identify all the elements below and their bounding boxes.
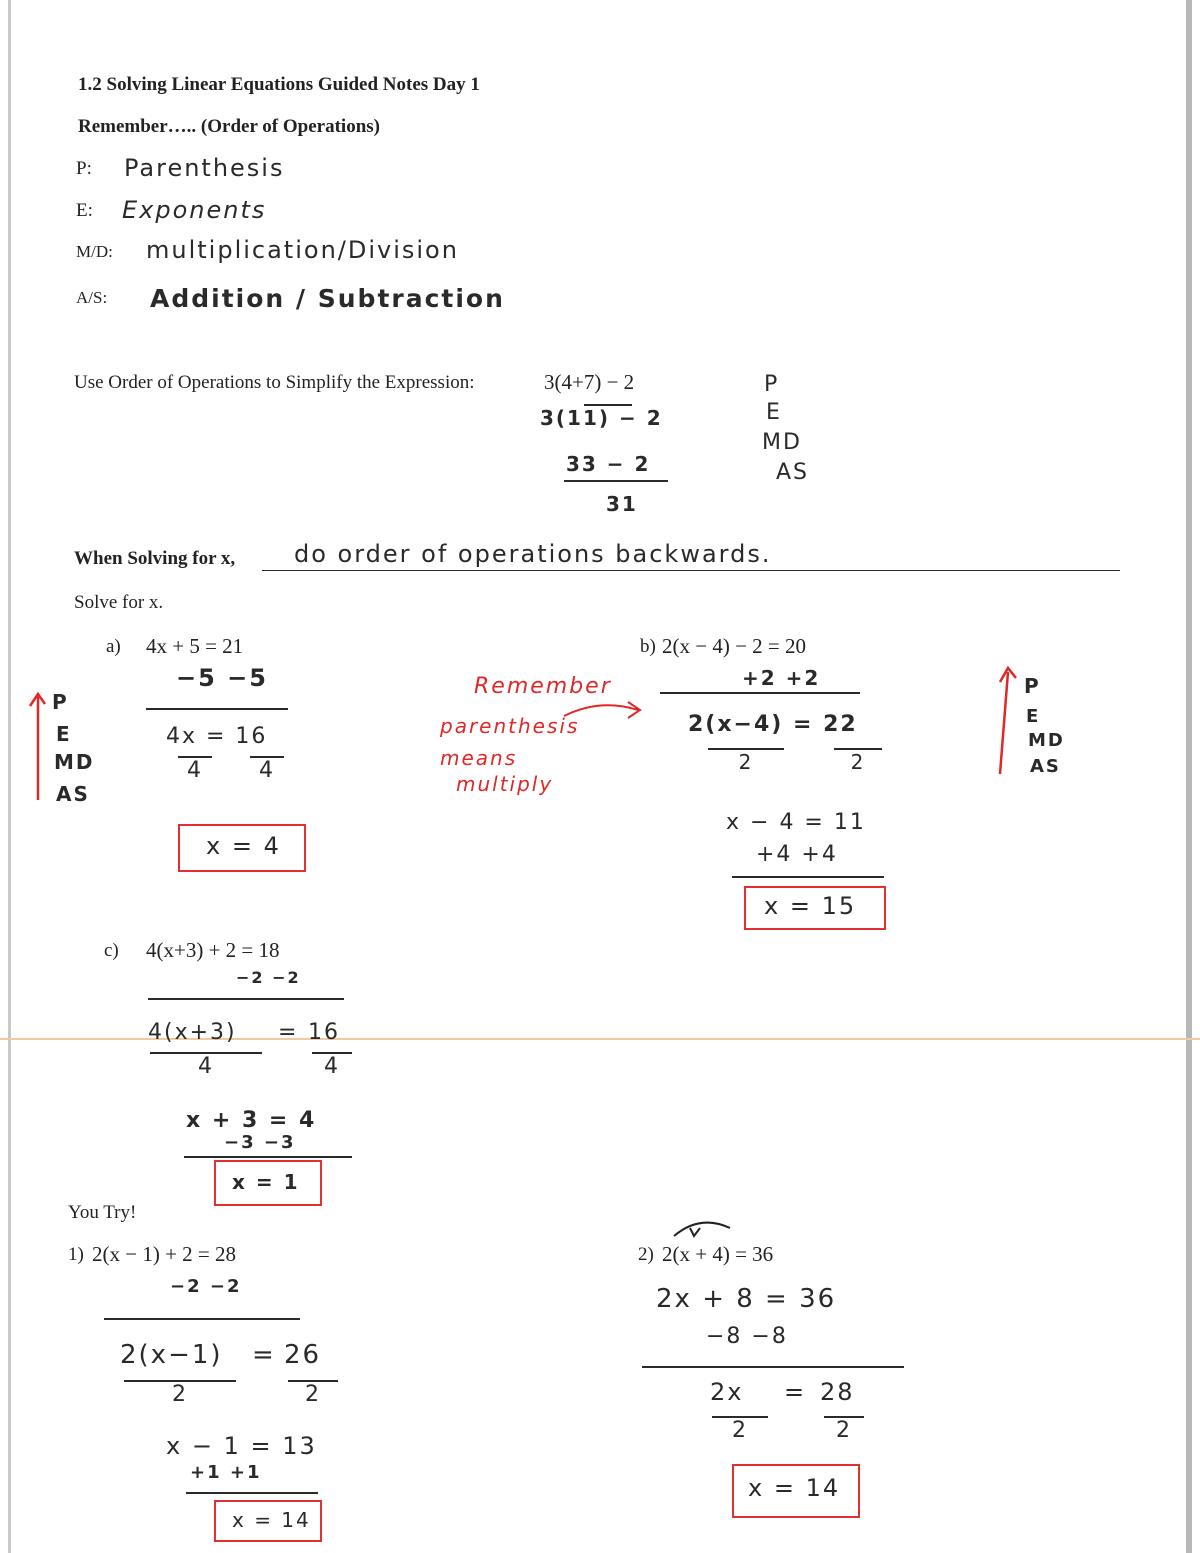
simplify-side-p: P: [764, 372, 780, 397]
problem-1-rule-2: [186, 1492, 318, 1494]
simplify-step2: 33 − 2: [566, 452, 651, 476]
problem-b-step3: x − 4 = 11: [726, 810, 866, 835]
problem-2-label: 2): [638, 1244, 654, 1265]
page-left-edge: [8, 0, 11, 1553]
note-line2: parenthesis: [440, 714, 580, 738]
problem-a-rule: [146, 708, 288, 710]
problem-2-step3-left: 2x: [710, 1378, 744, 1406]
when-solving-label: When Solving for x,: [74, 548, 236, 569]
problem-c-label: c): [104, 940, 119, 961]
distribute-arc-icon: [670, 1218, 734, 1240]
problem-2-step2: −8 −8: [706, 1324, 788, 1349]
simplify-prompt: Use Order of Operations to Simplify the Expression:: [74, 372, 475, 393]
problem-2-step3-right: 28: [820, 1378, 855, 1406]
problem-1-step2-left: 2(x−1): [120, 1340, 223, 1370]
problem-a-step1: −5 −5: [176, 664, 268, 692]
note-line3: means: [440, 746, 518, 770]
problem-b-label: b): [640, 636, 656, 657]
problem-a-answer: x = 4: [206, 832, 281, 860]
margin-b-md: MD: [1028, 730, 1065, 751]
note-arrow-icon: [560, 696, 644, 722]
problem-a-div-right: 4: [250, 756, 284, 783]
simplify-underline-2: [564, 480, 668, 482]
margin-a-md: MD: [54, 750, 95, 774]
problem-c-rule: [148, 998, 344, 1000]
problem-c-div-right: 4: [312, 1052, 352, 1079]
problem-1-label: 1): [68, 1244, 84, 1265]
problem-b-step4: +4 +4: [756, 842, 838, 867]
problem-1-step4: +1 +1: [190, 1462, 262, 1483]
problem-b-step1: +2 +2: [742, 666, 821, 690]
margin-up-arrow-icon: [26, 690, 46, 802]
problem-2-answer: x = 14: [748, 1474, 841, 1502]
problem-c-step2-left: 4(x+3): [148, 1020, 237, 1045]
problem-b-div-right: 2: [834, 748, 882, 774]
problem-b-step2: 2(x−4) = 22: [688, 712, 858, 737]
page-title: 1.2 Solving Linear Equations Guided Notes Day 1: [78, 74, 480, 95]
problem-2-step1: 2x + 8 = 36: [656, 1284, 837, 1314]
solve-label: Solve for x.: [74, 592, 164, 613]
simplify-underline-1: [584, 404, 632, 406]
note-line1: Remember: [474, 674, 612, 699]
problem-2-equation: 2(x + 4) = 36: [662, 1242, 774, 1266]
problem-c-div-left: 4: [150, 1052, 262, 1079]
problem-1-rule: [104, 1318, 300, 1320]
problem-c-step1: −2 −2: [236, 968, 301, 987]
problem-c-step4: −3 −3: [224, 1132, 296, 1153]
margin-a-e: E: [56, 722, 72, 746]
problem-b-answer: x = 15: [764, 892, 857, 920]
problem-c-step2-eq: =: [278, 1020, 299, 1045]
problem-2-rule: [642, 1366, 904, 1368]
problem-1-answer: x = 14: [232, 1508, 311, 1532]
problem-1-step2-eq: =: [252, 1340, 276, 1370]
problem-b-rule: [660, 692, 860, 694]
simplify-answer: 31: [606, 492, 638, 516]
margin-b-as: AS: [1030, 756, 1061, 777]
problem-a-label: a): [106, 636, 121, 657]
pemdas-md-text: multiplication/Division: [146, 236, 459, 264]
margin-a-as: AS: [56, 782, 90, 806]
problem-2-div-left: 2: [712, 1416, 768, 1443]
simplify-expression: 3(4+7) − 2: [544, 370, 635, 394]
problem-c-equation: 4(x+3) + 2 = 18: [146, 938, 280, 962]
pemdas-as-label: A/S:: [76, 288, 108, 307]
problem-1-div-right: 2: [288, 1380, 338, 1407]
page-right-edge: [1186, 0, 1192, 1553]
margin-right-up-arrow-icon: [994, 664, 1020, 776]
note-line4: multiply: [456, 772, 554, 796]
simplify-side-md: MD: [762, 430, 802, 455]
problem-c-step2-right: 16: [308, 1020, 340, 1045]
pemdas-e-text: Exponents: [122, 196, 267, 224]
problem-1-step2-right: 26: [284, 1340, 322, 1370]
margin-b-p: P: [1024, 674, 1041, 698]
problem-c-step3: x + 3 = 4: [186, 1108, 317, 1133]
when-solving-answer: do order of operations backwards.: [294, 540, 772, 568]
problem-1-step3: x − 1 = 13: [166, 1432, 317, 1460]
pemdas-e-label: E:: [76, 200, 93, 221]
problem-c-answer: x = 1: [232, 1170, 300, 1194]
margin-a-p: P: [52, 690, 69, 714]
when-solving-blank-line: [262, 570, 1120, 571]
problem-b-div-left: 2: [708, 748, 784, 774]
problem-2-step3-eq: =: [784, 1378, 807, 1406]
problem-1-step1: −2 −2: [170, 1276, 242, 1297]
pemdas-as-text: Addition / Subtraction: [150, 284, 505, 313]
pemdas-p-text: Parenthesis: [124, 154, 285, 182]
remember-heading: Remember….. (Order of Operations): [78, 116, 380, 137]
problem-c-rule-2: [184, 1156, 352, 1158]
problem-2-div-right: 2: [824, 1416, 864, 1443]
problem-b-rule-2: [732, 876, 884, 878]
problem-a-step2: 4x = 16: [166, 724, 268, 749]
you-try-heading: You Try!: [68, 1202, 137, 1223]
simplify-side-e: E: [766, 400, 782, 425]
problem-1-equation: 2(x − 1) + 2 = 28: [92, 1242, 237, 1266]
problem-a-div-left: 4: [178, 756, 212, 783]
problem-b-equation: 2(x − 4) − 2 = 20: [662, 634, 807, 658]
margin-b-e: E: [1026, 706, 1041, 727]
problem-a-equation: 4x + 5 = 21: [146, 634, 244, 658]
simplify-step1: 3(11) − 2: [540, 406, 663, 430]
simplify-side-as: AS: [776, 460, 810, 485]
problem-1-div-left: 2: [124, 1380, 236, 1407]
pemdas-p-label: P:: [76, 158, 92, 179]
pemdas-md-label: M/D:: [76, 242, 113, 261]
